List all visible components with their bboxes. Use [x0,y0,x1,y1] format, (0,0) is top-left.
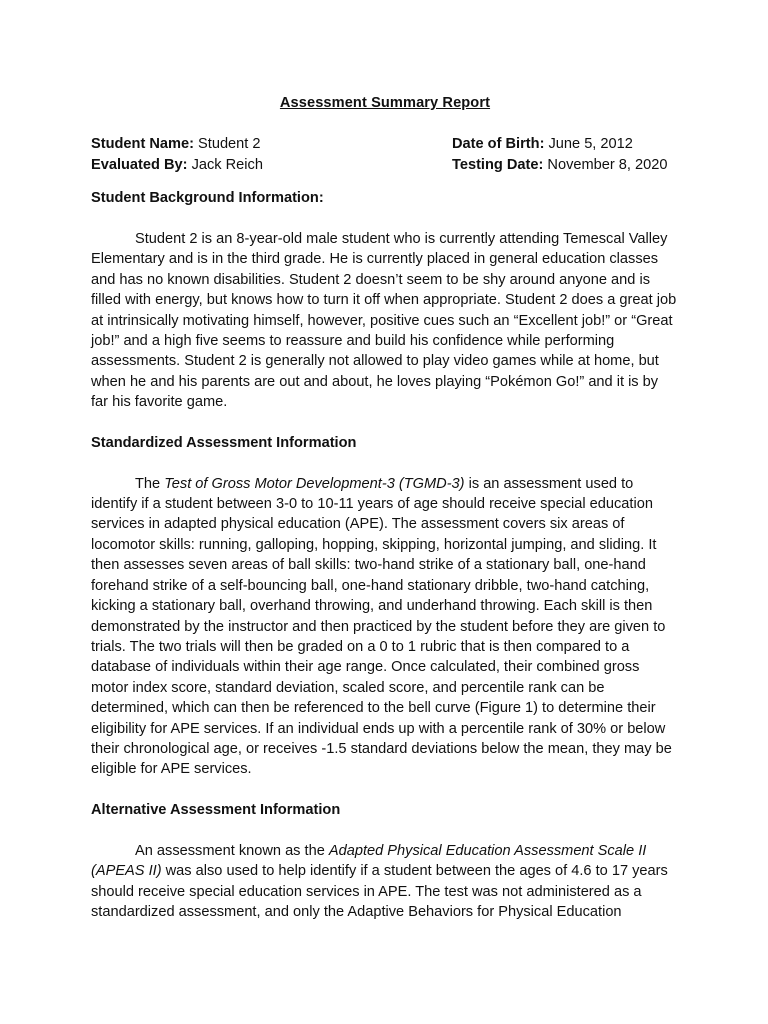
alternative-body: was also used to help identify if a student between the ages of 4.6 to 17 years should receive special education services in APE. The test was not administered as a standardized assessment, and only the Adaptive Behaviors for Physical Education [91,863,668,920]
background-paragraph: Student 2 is an 8-year-old male student who is currently attending Temescal Valley Elementary and is in the third grade. He is currently placed in general education classes and has no known disabilities. Student 2 doesn’t seem to be shy around anyone and is filled with energy, but knows how to turn it off when appropriate. Student 2 does a great job at intrinsically motivating himself, however, positive cues such an “Excellent job!” or “Great job!” and a high five seems to reassure and build his confidence while performing assessments. Student 2 is generally not allowed to play video games while at home, but when he and his parents are out and about, he loves playing “Pokémon Go!” and it is by far his favorite game. [91,231,677,411]
student-name-label: Student Name: [91,136,194,152]
standardized-intro: The [135,475,165,492]
alternative-paragraph [91,841,679,923]
dob-row [452,134,667,155]
standardized-body: is an assessment used to identify if a student between 3-0 to 10-11 years of age should receive special education services in adapted physical education (APE). The assessment covers six areas of locomotor skills: running, galloping, hopping, skipping, horizontal jumping, and sliding. It then assesses seven areas of ball skills: two-hand strike of a stationary ball, one-hand forehand strike of a self-bouncing ball, one-hand stationary dribble, two-hand catching, kicking a stationary ball, overhand throwing, and underhand throwing. Each skill is then demonstrated by the instructor and then practiced by the student before they are given to trials. The two trials will then be graded on a 0 to 1 rubric that is then compared to a database of individuals within their age range. Once calculated, their combined gross motor index score, standard deviation, scaled score, and percentile rank can be determined, which can then be referenced to the bell curve (Figure 1) to determine their eligibility for APE services. If an individual ends up with a percentile rank of 30% or below their chronological age, or receives -1.5 standard deviations below the mean, they may be eligible for APE services. [91,475,672,778]
standardized-paragraph [91,474,679,780]
evaluator-row [91,155,263,176]
testing-date-label: Testing Date: [452,156,544,173]
tgmd-test-name: Test of Gross Motor Development-3 (TGMD-3) [164,475,465,492]
testing-date-value: November 8, 2020 [543,156,668,173]
dob-value: June 5, 2012 [544,136,633,152]
alternative-heading: Alternative Assessment Information [91,801,341,818]
testing-date-row [452,155,667,176]
apeas-test-name: Adapted Physical Education Assessment Scale II (APEAS II) [91,842,647,880]
student-info-left [91,134,263,175]
student-info-block [91,134,679,176]
student-name-value: Student 2 [193,136,261,152]
student-info-right [452,134,667,175]
background-heading: Student Background Information: [91,190,324,206]
alternative-intro: An assessment known as the [135,842,329,859]
report-title: Assessment Summary Report [279,95,491,111]
student-name-row [91,134,263,155]
evaluator-value: Jack Reich [187,156,263,173]
standardized-heading: Standardized Assessment Information [91,434,357,451]
dob-label: Date of Birth: [452,136,545,152]
evaluator-label: Evaluated By: [91,156,188,173]
document-page [91,93,679,922]
